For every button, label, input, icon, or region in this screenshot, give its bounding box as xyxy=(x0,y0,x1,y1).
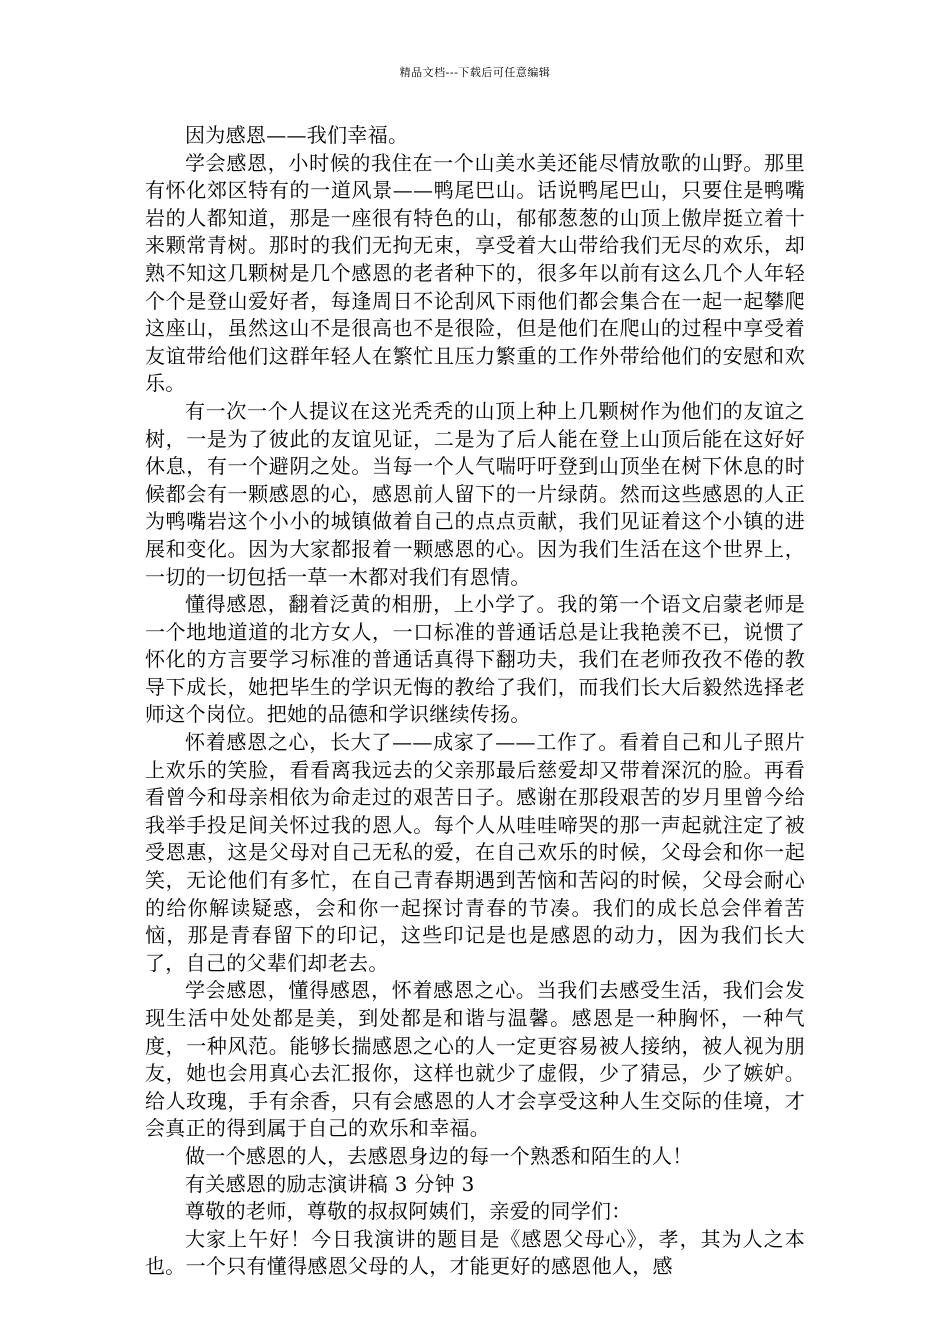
salutation: 尊敬的老师，尊敬的叔叔阿姨们，亲爱的同学们： xyxy=(185,1199,632,1224)
paragraph: 懂得感恩，翻着泛黄的相册，上小学了。我的第一个语文启蒙老师是一个地地道道的北方女人，一口标准的普通话总是让我艳羡不已，说惯了怀化的方言要学习标准的普通话真得下翻功夫，我们在老师孜孜不倦的教导下成长，她把毕生的学识无悔的教给了我们，而我们长大后毅然选择老师这个岗位。把她的品德和学识继续传扬。 xyxy=(145,592,805,727)
paragraph: 因为感恩——我们幸福。 xyxy=(185,123,409,147)
page-header: 精品文档---下载后可任意编辑 xyxy=(399,66,551,79)
document-body xyxy=(145,122,805,1281)
paragraph: 学会感恩，小时候的我住在一个山美水美还能尽情放歌的山野。那里有怀化郊区特有的一道风景——鸭尾巴山。话说鸭尾巴山，只要住是鸭嘴岩的人都知道，那是一座很有特色的山，郁郁葱葱的山顶上傲岸挺立着十来颗常青树。那时的我们无拘无束，享受着大山带给我们无尽的欢乐，却熟不知这几颗树是几个感恩的老者种下的，很多年以前有这么几个人年轻个个是登山爱好者，每逢周日不论刮风下雨他们都会集合在一起一起攀爬这座山，虽然这山不是很高也不是很险，但是他们在爬山的过程中享受着友谊带给他们这群年轻人在繁忙且压力繁重的工作外带给他们的安慰和欢乐。 xyxy=(145,150,805,396)
paragraph: 大家上午好！今日我演讲的题目是《感恩父母心》，孝，其为人之本也。一个只有懂得感恩父母的人，才能更好的感恩他人，感 xyxy=(145,1226,805,1279)
paragraph: 有一次一个人提议在这光秃秃的山顶上种上几颗树作为他们的友谊之树，一是为了彼此的友谊见证，二是为了后人能在登上山顶后能在这好好休息，有一个避阴之处。当每一个人气喘吁吁登到山顶坐在树下休息的时候都会有一颗感恩的心，感恩前人留下的一片绿荫。然而这些感恩的人正为鸭嘴岩这个小小的城镇做着自己的点点贡献，我们见证着这个小镇的进展和变化。因为大家都报着一颗感恩的心。因为我们生活在这个世界上，一切的一切包括一草一木都对我们有恩情。 xyxy=(145,398,805,589)
paragraph: 学会感恩，懂得感恩，怀着感恩之心。当我们去感受生活，我们会发现生活中处处都是美，到处都是和谐与温馨。感恩是一种胸怀，一种气度，一种风范。能够长揣感恩之心的人一定更容易被人接纳，被人视为朋友，她也会用真心去汇报你，这样也就少了虚假，少了猜忌，少了嫉妒。给人玫瑰，手有余香，只有会感恩的人才会享受这种人生交际的佳境，才会真正的得到属于自己的欢乐和幸福。 xyxy=(145,978,805,1141)
section-heading: 有关感恩的励志演讲稿 3 分钟 3 xyxy=(185,1171,475,1196)
paragraph: 怀着感恩之心，长大了——成家了——工作了。看着自己和儿子照片上欢乐的笑脸，看看离我远去的父亲那最后慈爱却又带着深沉的脸。再看看曾今和母亲相依为命走过的艰苦日子。感谢在那段艰苦的岁月里曾今给我举手投足间关怀过我的恩人。每个人从哇哇啼哭的那一声起就注定了被受恩惠，这是父母对自己无私的爱，在自己欢乐的时候，父母会和你一起笑，无论他们有多忙，在自己青春期遇到苦恼和苦闷的时候，父母会耐心的给你解读疑惑，会和你一起探讨青春的节凑。我们的成长总会伴着苦恼，那是青春留下的印记，这些印记是也是感恩的动力，因为我们长大了，自己的父辈们却老去。 xyxy=(145,730,805,975)
paragraph: 做一个感恩的人，去感恩身边的每一个熟悉和陌生的人！ xyxy=(185,1143,693,1168)
